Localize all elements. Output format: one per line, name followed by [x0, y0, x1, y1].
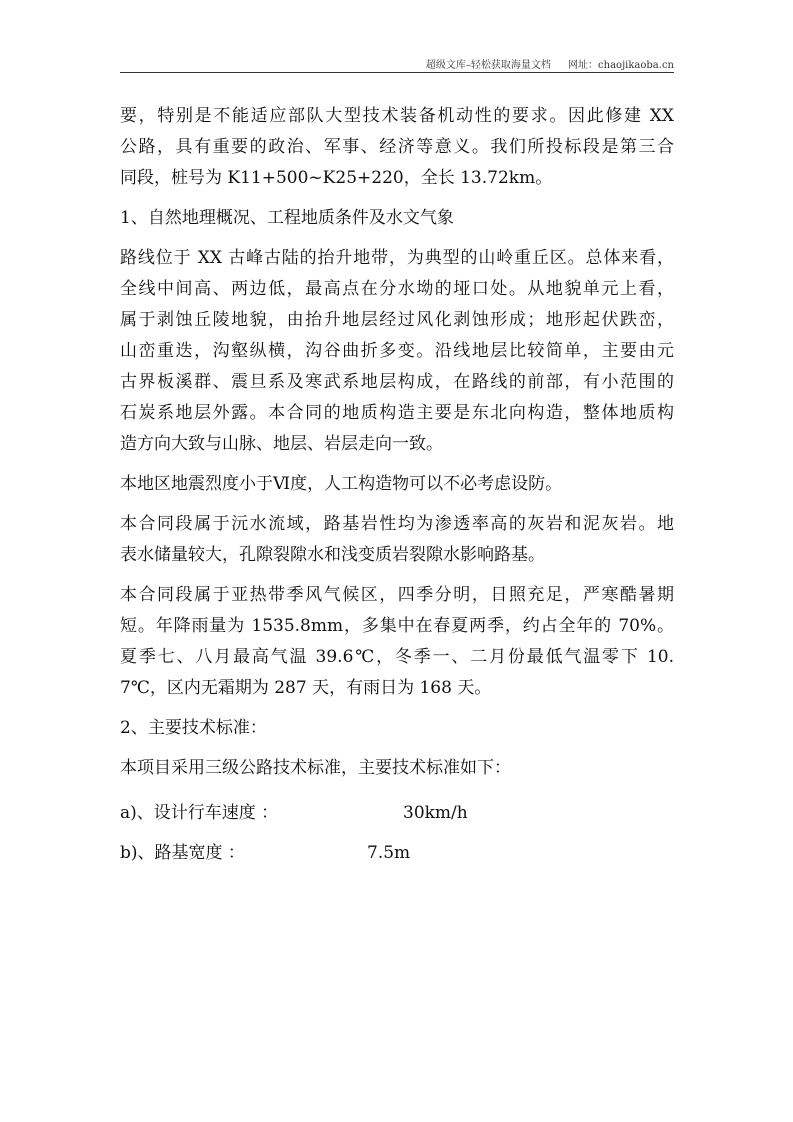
- text-line: 短。年降雨量为 1535.8mm，多集中在春夏两季，约占全年的 70%。: [120, 616, 674, 636]
- paragraph-intro: [120, 101, 674, 194]
- text-line: 全线中间高、两边低，最高点在分水坳的垭口处。从地貌单元上看，: [120, 279, 674, 299]
- text-line: 路线位于 XX 古峰古陆的抬升地带，为典型的山岭重丘区。总体来看，: [120, 248, 674, 268]
- paragraph-hydrology: [120, 509, 674, 571]
- text-line: 表水储量较大，孔隙裂隙水和浅变质岩裂隙水影响路基。: [120, 545, 545, 565]
- paragraph-geography: [120, 243, 674, 460]
- text-line: 7℃，区内无霜期为 287 天，有雨日为 168 天。: [120, 678, 492, 698]
- spec-label: a)、设计行车速度 ：: [120, 803, 279, 823]
- text-line: 本合同段属于沅水流域，路基岩性均为渗透率高的灰岩和泥灰岩。地: [120, 514, 674, 534]
- text-line: 本合同段属于亚热带季风气候区，四季分明，日照充足，严寒酷暑期: [120, 585, 674, 605]
- text-line: 同段，桩号为 K11+500~K25+220，全长 13.72km。: [120, 168, 553, 188]
- page-header: [120, 56, 674, 73]
- text-line: 本地区地震烈度小于Ⅵ度，人工构造物可以不必考虑设防。: [120, 474, 563, 494]
- text-line: 造方向大致与山脉、地层、岩层走向一致。: [120, 434, 443, 454]
- section-heading-2: [120, 713, 674, 744]
- text-line: 山峦重迭，沟壑纵横，沟谷曲折多变。沿线地层比较简单，主要由元: [120, 341, 674, 361]
- paragraph-climate: [120, 580, 674, 704]
- text-line: 夏季七、八月最高气温 39.6℃，冬季一、二月份最低气温零下 10.: [120, 647, 674, 667]
- text-line: 要，特别是不能适应部队大型技术装备机动性的要求。因此修建 XX: [120, 106, 674, 126]
- document-body: [120, 101, 674, 873]
- spec-label: b)、路基宽度 ：: [120, 843, 245, 863]
- header-url: 网址：chaojikaoba.cn: [568, 60, 674, 71]
- text-line: 石炭系地层外露。本合同的地质构造主要是东北向构造，整体地质构: [120, 403, 674, 423]
- paragraph-standards: [120, 753, 674, 784]
- text-line: 1、自然地理概况、工程地质条件及水文气象: [120, 208, 454, 228]
- text-line: 本项目采用三级公路技术标准，主要技术标准如下：: [120, 758, 511, 778]
- spec-row-speed: [120, 793, 674, 833]
- header-site-name: 超级文库–轻松获取海量文档: [425, 60, 551, 71]
- text-line: 古界板溪群、震旦系及寒武系地层构成，在路线的前部，有小范围的: [120, 372, 674, 392]
- spec-value: 7.5m: [367, 843, 411, 863]
- paragraph-seismic: [120, 469, 674, 500]
- text-line: 公路，具有重要的政治、军事、经济等意义。我们所投标段是第三合: [120, 137, 674, 157]
- text-line: 2、主要技术标准：: [120, 718, 267, 738]
- spec-row-width: [120, 833, 674, 873]
- section-heading-1: [120, 203, 674, 234]
- text-line: 属于剥蚀丘陵地貌，由抬升地层经过风化剥蚀形成；地形起伏跌峦，: [120, 310, 674, 330]
- spec-value: 30km/h: [403, 803, 468, 823]
